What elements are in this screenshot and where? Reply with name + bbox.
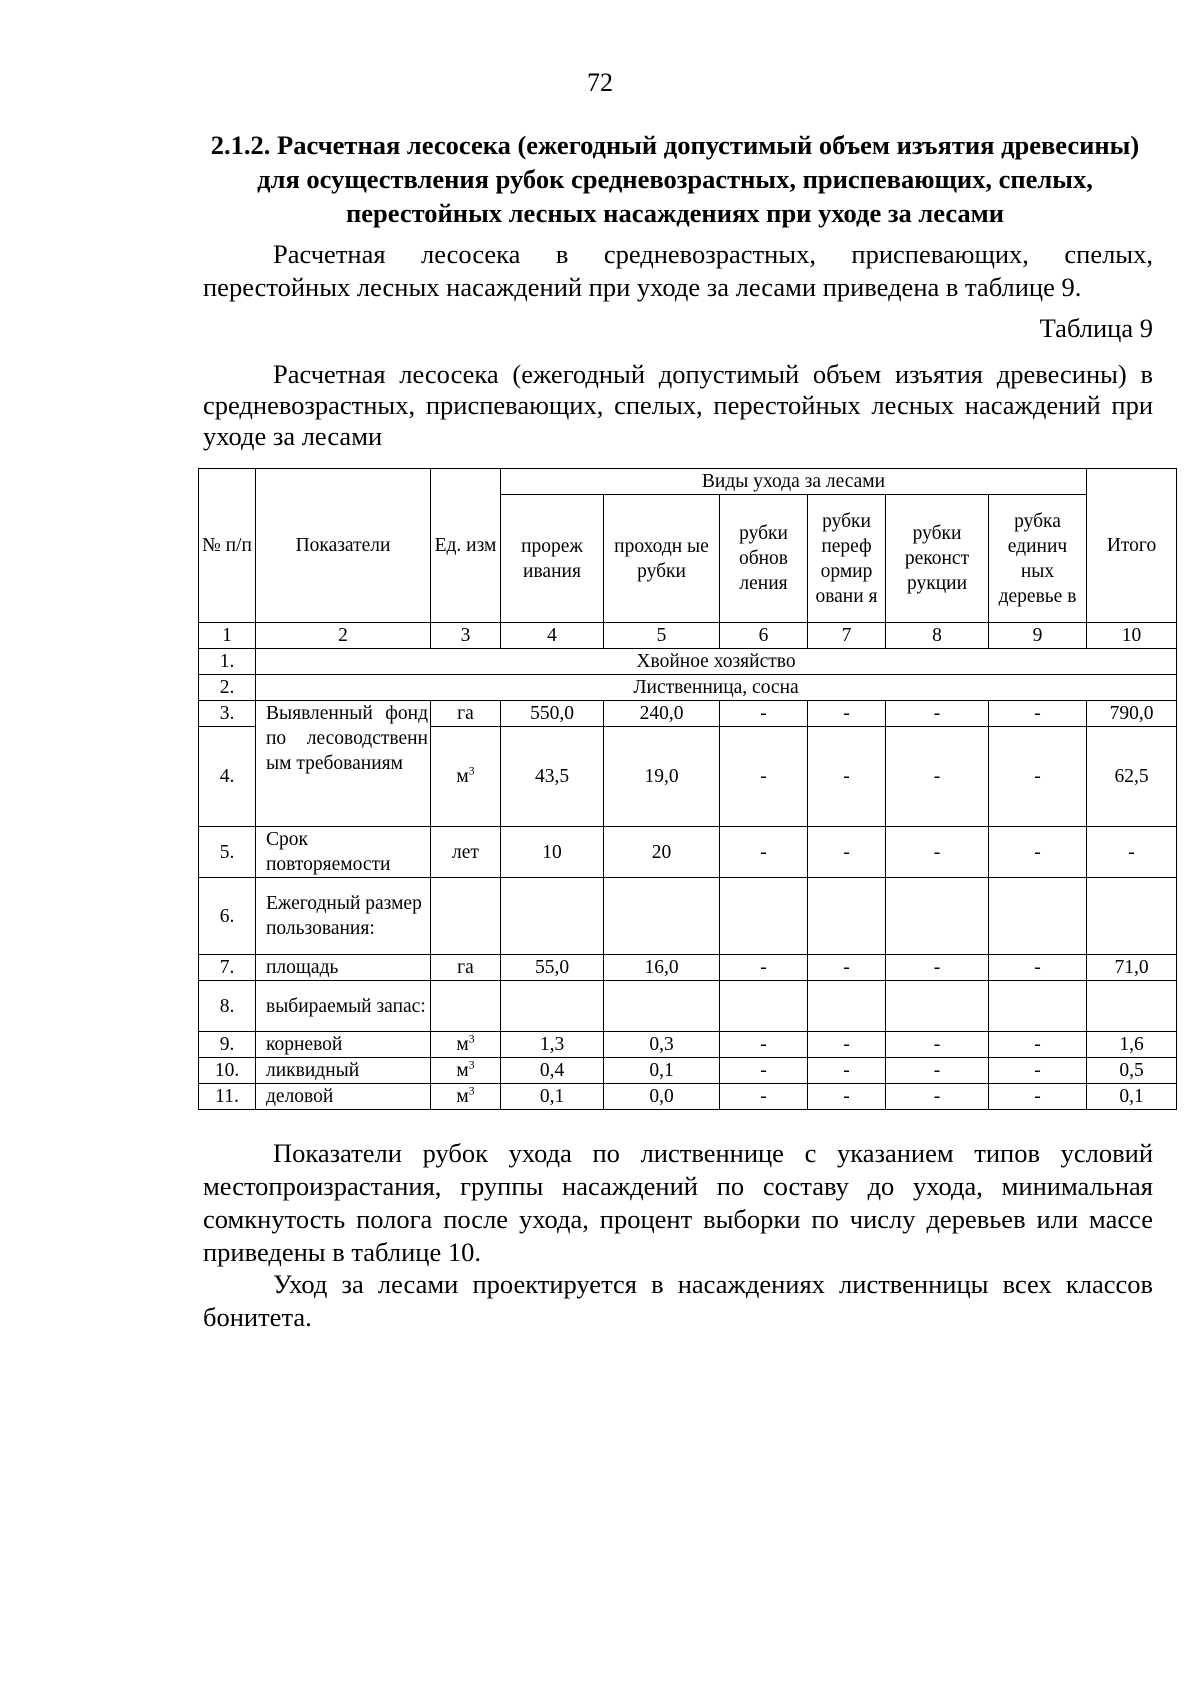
- section-heading: 2.1.2. Расчетная лесосека (ежегодный допустимый объем изъятия древесины) для осуществления рубок средневозрастных, приспевающих, спелых, перестойных лесных насаждениях при уходе за лесами: [210, 130, 1140, 228]
- row-num: 10.: [199, 1058, 256, 1084]
- row-unit: га: [431, 955, 501, 981]
- header-num: № п/п: [199, 469, 256, 623]
- row-unit: га: [431, 701, 501, 727]
- row-label: Выявленный фонд по лесоводственн ым требованиям: [256, 701, 431, 827]
- table-row: [199, 827, 1177, 878]
- unit-text: м: [456, 1034, 469, 1055]
- cell-empty: [808, 878, 886, 955]
- cell: 20: [604, 827, 720, 878]
- row-label: выбираемый запас:: [256, 981, 431, 1032]
- table-row: [199, 981, 1177, 1032]
- unit-text: м: [456, 1060, 469, 1081]
- cell: 240,0: [604, 701, 720, 727]
- cell: 0,1: [501, 1084, 604, 1110]
- row-num: 4.: [199, 727, 256, 827]
- cell: -: [989, 955, 1087, 981]
- cell: 0,0: [604, 1084, 720, 1110]
- row-num: 9.: [199, 1032, 256, 1058]
- row-num: 8.: [199, 981, 256, 1032]
- cell-empty: [1087, 878, 1177, 955]
- cell: -: [989, 1058, 1087, 1084]
- cell-empty: [808, 981, 886, 1032]
- col-number: 10: [1087, 623, 1177, 649]
- cell-empty: [501, 981, 604, 1032]
- cell-total: 790,0: [1087, 701, 1177, 727]
- row-num: 11.: [199, 1084, 256, 1110]
- row-num: 7.: [199, 955, 256, 981]
- cell: -: [720, 955, 808, 981]
- header-total: Итого: [1087, 469, 1177, 623]
- cell-total: 62,5: [1087, 727, 1177, 827]
- row-num: 6.: [199, 878, 256, 955]
- cell: 43,5: [501, 727, 604, 827]
- col-number: 8: [886, 623, 989, 649]
- cell-empty: [501, 878, 604, 955]
- cell: -: [808, 701, 886, 727]
- table-label: Таблица 9: [1039, 313, 1153, 343]
- cell: -: [720, 701, 808, 727]
- intro-paragraph: Расчетная лесосека в средневозрастных, приспевающих, спелых, перестойных лесных насаждений при уходе за лесами приведена в таблице 9.: [203, 239, 1153, 302]
- cell: -: [886, 1032, 989, 1058]
- cell: 10: [501, 827, 604, 878]
- cell: -: [720, 727, 808, 827]
- header-reconstruction-cuts: рубки реконст рукции: [886, 495, 989, 623]
- cell-empty: [720, 878, 808, 955]
- col-number: 2: [256, 623, 431, 649]
- row-label: Ежегодный размер пользования:: [256, 878, 431, 955]
- header-thinning: прореж ивания: [501, 495, 604, 623]
- row-unit: [431, 1084, 501, 1110]
- section-label: Лиственница, сосна: [256, 675, 1177, 701]
- unit-sup: 3: [468, 1031, 475, 1046]
- col-number: 7: [808, 623, 886, 649]
- larch-cuts-paragraph: Показатели рубок ухода по лиственнице с указанием типов условий местопроизрастания, группы насаждений по составу до ухода, минимальная сомкнутость полога после ухода, процент выборки по числу деревьев или массе приведены в таблице 10.: [203, 1138, 1153, 1267]
- col-number: 1: [199, 623, 256, 649]
- cell: -: [808, 827, 886, 878]
- header-single-tree-cuts: рубка единич ных деревье в: [989, 495, 1087, 623]
- cell: -: [989, 727, 1087, 827]
- table-row: [199, 955, 1177, 981]
- column-numbers-row: [199, 623, 1177, 649]
- row-label: ликвидный: [256, 1058, 431, 1084]
- cell: -: [720, 1058, 808, 1084]
- cell: 550,0: [501, 701, 604, 727]
- section-label: Хвойное хозяйство: [256, 649, 1177, 675]
- row-num: 2.: [199, 675, 256, 701]
- forest-care-paragraph: Уход за лесами проектируется в насаждениях лиственницы всех классов бонитета.: [203, 1269, 1153, 1332]
- cell: -: [886, 827, 989, 878]
- unit-sup: 3: [468, 1057, 475, 1072]
- cell: 0,1: [604, 1058, 720, 1084]
- cell: -: [808, 1084, 886, 1110]
- cell-empty: [604, 878, 720, 955]
- header-row-1: [199, 469, 1177, 495]
- cell: -: [808, 727, 886, 827]
- cell-empty: [431, 878, 501, 955]
- unit-text: м: [456, 1086, 469, 1107]
- col-number: 4: [501, 623, 604, 649]
- cell: -: [989, 1084, 1087, 1110]
- cell: -: [886, 1058, 989, 1084]
- cell: 16,0: [604, 955, 720, 981]
- cell-total: 71,0: [1087, 955, 1177, 981]
- table-row: [199, 701, 1177, 727]
- header-indicator: Показатели: [256, 469, 431, 623]
- cell-empty: [989, 981, 1087, 1032]
- row-unit: [431, 727, 501, 827]
- cell: -: [886, 1084, 989, 1110]
- header-renewal-cuts: рубки обнов ления: [720, 495, 808, 623]
- table-caption: Расчетная лесосека (ежегодный допустимый объем изъятия древесины) в средневозрастных, приспевающих, спелых, перестойных лесных насаждений при уходе за лесами: [203, 359, 1153, 451]
- header-passage-cuts: проходн ые рубки: [604, 495, 720, 623]
- cell: -: [989, 827, 1087, 878]
- cell-empty: [886, 878, 989, 955]
- cell: -: [808, 955, 886, 981]
- cell: -: [720, 1084, 808, 1110]
- row-unit: [431, 1058, 501, 1084]
- cell-total: 1,6: [1087, 1032, 1177, 1058]
- row-unit: [431, 1032, 501, 1058]
- col-number: 9: [989, 623, 1087, 649]
- table-row: [199, 1084, 1177, 1110]
- section-row: [199, 675, 1177, 701]
- cell-empty: [1087, 981, 1177, 1032]
- unit-sup: 3: [468, 763, 475, 778]
- col-number: 5: [604, 623, 720, 649]
- row-label: Срок повторяемости: [256, 827, 431, 878]
- cell: -: [808, 1032, 886, 1058]
- page-number: 72: [587, 68, 613, 97]
- cell: -: [886, 701, 989, 727]
- unit-sup: 3: [468, 1083, 475, 1098]
- section-row: [199, 649, 1177, 675]
- unit-text: м: [456, 766, 469, 787]
- cell-total: -: [1087, 827, 1177, 878]
- cell: -: [989, 1032, 1087, 1058]
- header-care-types: Виды ухода за лесами: [501, 469, 1087, 495]
- cell: -: [886, 955, 989, 981]
- cell: 0,3: [604, 1032, 720, 1058]
- cell: 19,0: [604, 727, 720, 827]
- col-number: 6: [720, 623, 808, 649]
- cell-total: 0,5: [1087, 1058, 1177, 1084]
- table-row: [199, 1032, 1177, 1058]
- table-row: [199, 878, 1177, 955]
- row-num: 3.: [199, 701, 256, 727]
- col-number: 3: [431, 623, 501, 649]
- cell: 55,0: [501, 955, 604, 981]
- row-num: 5.: [199, 827, 256, 878]
- cell-total: 0,1: [1087, 1084, 1177, 1110]
- cell: -: [808, 1058, 886, 1084]
- cell: -: [989, 701, 1087, 727]
- cell-empty: [720, 981, 808, 1032]
- row-num: 1.: [199, 649, 256, 675]
- header-unit: Ед. изм: [431, 469, 501, 623]
- cell: 0,4: [501, 1058, 604, 1084]
- cell: 1,3: [501, 1032, 604, 1058]
- header-reforming-cuts: рубки переф ормир овани я: [808, 495, 886, 623]
- cell-empty: [989, 878, 1087, 955]
- cell: -: [720, 1032, 808, 1058]
- cell-empty: [431, 981, 501, 1032]
- cell: -: [886, 727, 989, 827]
- row-label: деловой: [256, 1084, 431, 1110]
- row-label: площадь: [256, 955, 431, 981]
- cell-empty: [604, 981, 720, 1032]
- row-unit: лет: [431, 827, 501, 878]
- cell-empty: [886, 981, 989, 1032]
- cell: -: [720, 827, 808, 878]
- row-label: корневой: [256, 1032, 431, 1058]
- table-row: [199, 1058, 1177, 1084]
- allowable-cut-table: [198, 468, 1177, 1110]
